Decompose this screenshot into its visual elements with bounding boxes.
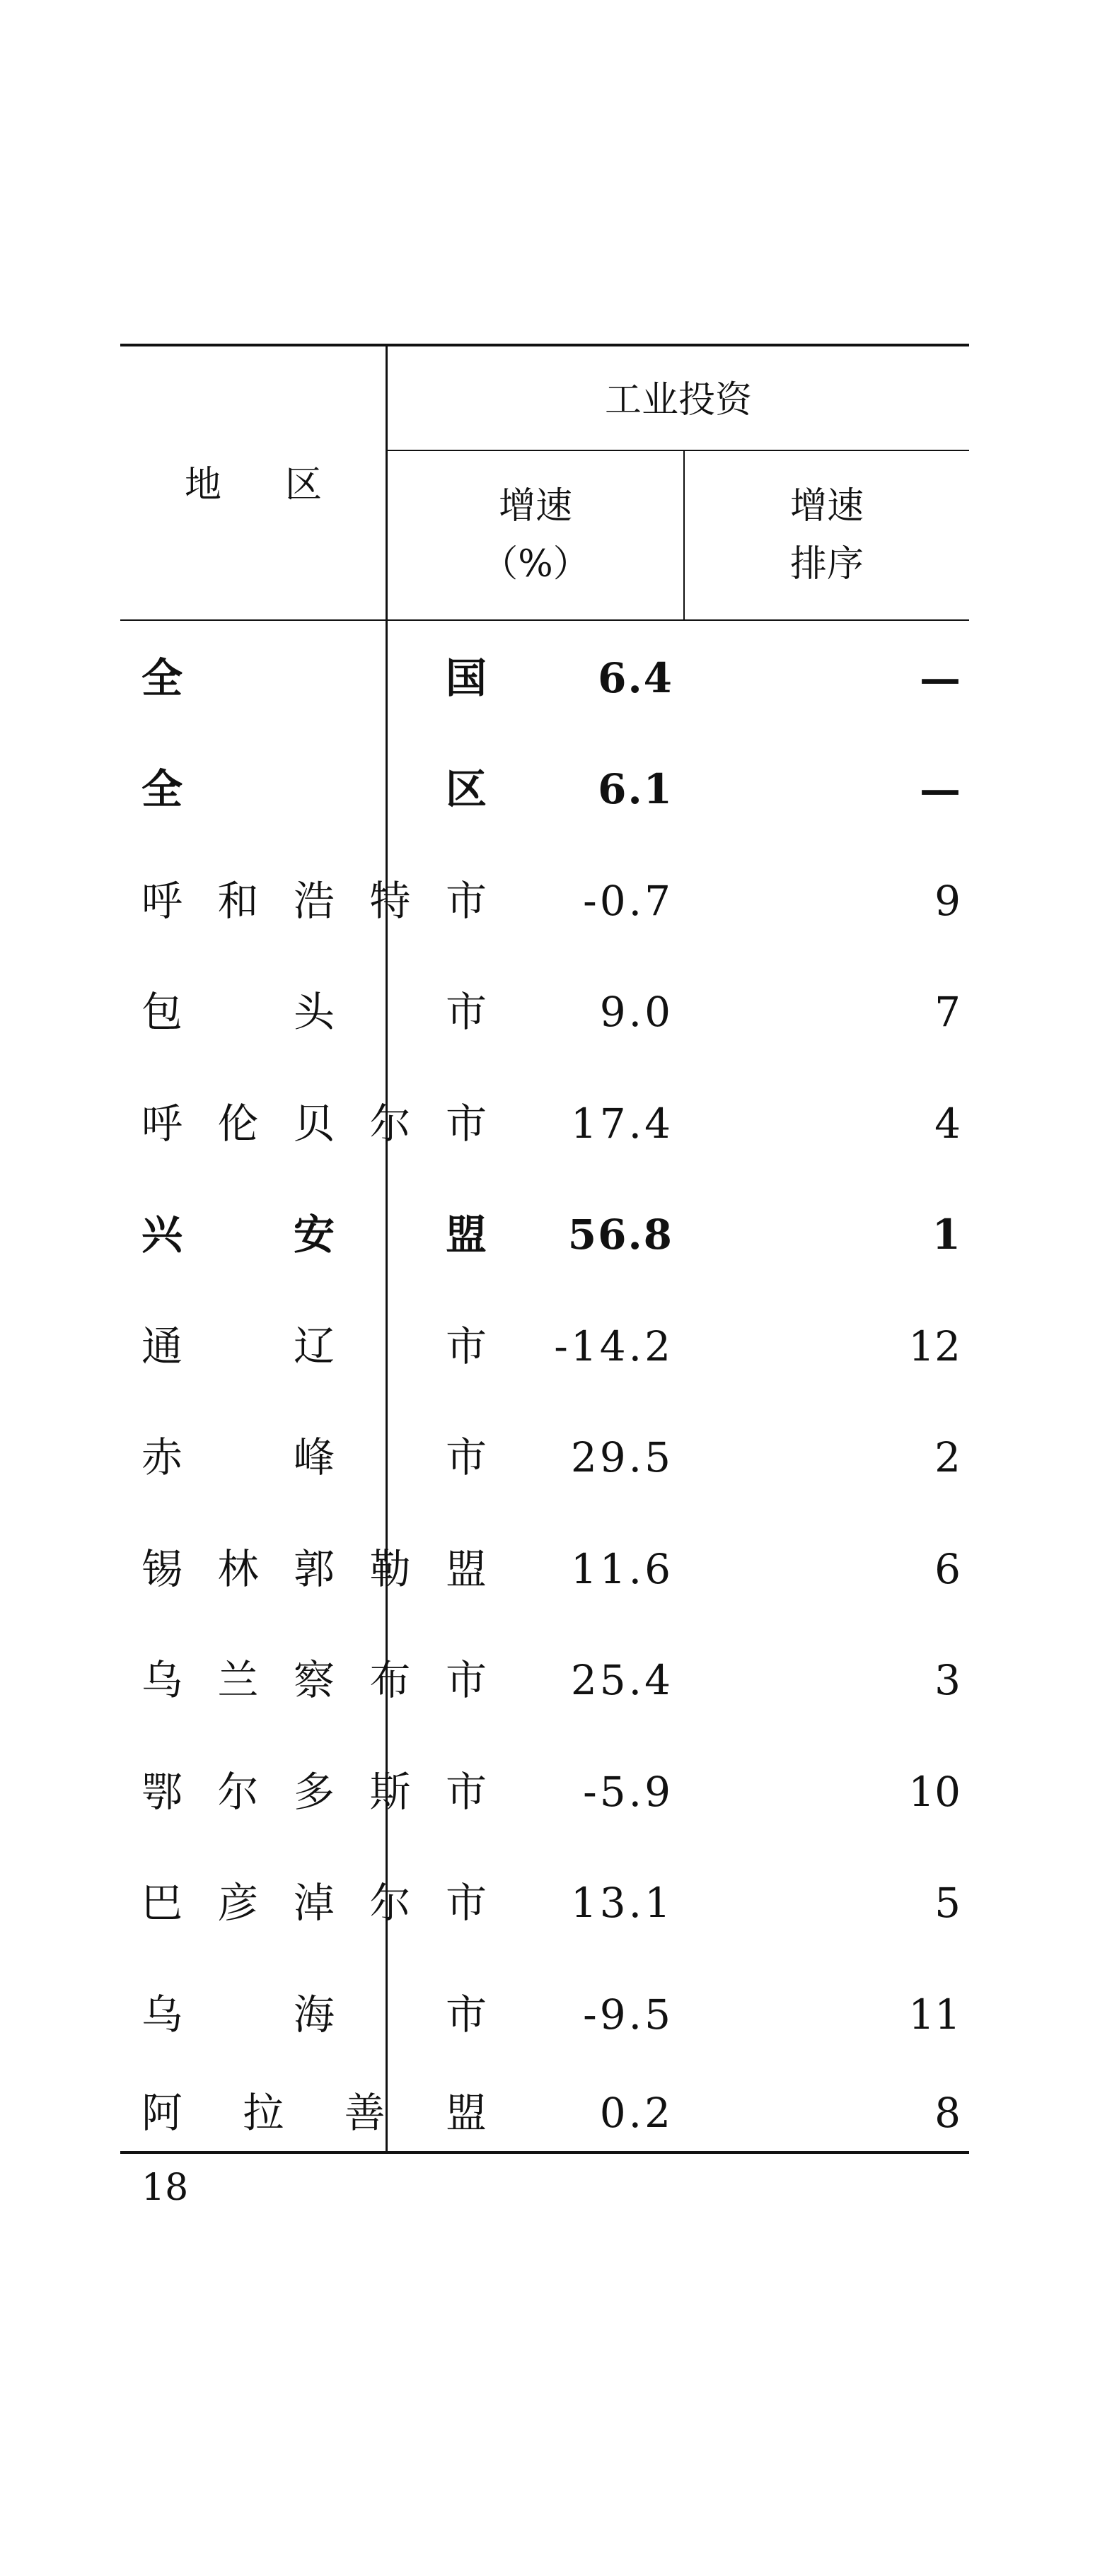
growth-rate-cell: -9.5 [583, 1990, 673, 2039]
header-region: 地区 [184, 464, 386, 506]
growth-rank-cell: 5 [934, 1879, 961, 1928]
region-name-cell: 鄂 尔 多 斯 市 [141, 1767, 487, 1816]
table-row [120, 957, 969, 1068]
table-body [120, 622, 969, 2155]
growth-rate-cell: 13.1 [570, 1879, 673, 1928]
table-row [120, 1959, 969, 2070]
region-name-cell: 赤 峰 市 [141, 1433, 487, 1482]
header-bottom-rule [120, 619, 969, 621]
growth-rate-cell: -0.7 [583, 876, 673, 925]
region-name-cell: 包 头 市 [141, 988, 487, 1037]
region-name-cell: 巴 彦 淖 尔 市 [141, 1879, 487, 1928]
table-row [120, 1848, 969, 1959]
region-name-cell: 阿 拉 善 盟 [141, 2088, 487, 2137]
header-growth-rate [388, 485, 683, 585]
table-row [120, 1625, 969, 1737]
growth-rate-cell: 6.1 [598, 765, 673, 814]
table-row [120, 2070, 969, 2155]
table-row [120, 1513, 969, 1625]
header-growth-rank-line1: 增速 [789, 485, 864, 528]
growth-rank-cell: — [920, 765, 961, 814]
growth-rate-cell: 17.4 [570, 1099, 673, 1148]
header-growth-rate-line1: 增速 [498, 485, 572, 528]
growth-rank-cell: 7 [934, 988, 961, 1037]
table-row [120, 1068, 969, 1179]
region-name-cell: 呼 和 浩 特 市 [141, 876, 487, 925]
growth-rank-cell: 8 [934, 2088, 961, 2137]
region-name-cell: 全 国 [141, 653, 487, 702]
header-growth-rank [685, 485, 969, 585]
region-name-cell: 兴 安 盟 [141, 1211, 487, 1259]
growth-rate-cell: 6.4 [598, 653, 673, 702]
growth-rate-cell: 9.0 [599, 988, 673, 1037]
group-header-rule [386, 450, 969, 451]
growth-rate-cell: -5.9 [583, 1767, 673, 1816]
table-row [120, 1736, 969, 1848]
growth-rate-cell: 11.6 [570, 1544, 673, 1593]
table-row [120, 845, 969, 957]
growth-rate-cell: -14.2 [554, 1322, 673, 1370]
header-industrial-investment: 工业投资 [604, 379, 752, 421]
growth-rank-cell: 10 [908, 1767, 961, 1816]
growth-rank-cell: 6 [934, 1544, 961, 1593]
region-name-cell: 通 辽 市 [141, 1322, 487, 1370]
region-name-cell: 乌 海 市 [141, 1990, 487, 2039]
growth-rank-cell: 9 [934, 876, 961, 925]
region-name-cell: 全 区 [141, 765, 487, 814]
header-growth-rank-line2: 排序 [789, 543, 864, 585]
growth-rank-cell: — [920, 653, 961, 702]
table-top-rule [120, 344, 969, 346]
growth-rate-cell: 29.5 [570, 1433, 673, 1482]
growth-rate-cell: 25.4 [570, 1656, 673, 1705]
region-name-cell: 呼 伦 贝 尔 市 [141, 1099, 487, 1148]
table-row [120, 1402, 969, 1514]
table-row [120, 1290, 969, 1402]
table-row [120, 1179, 969, 1291]
growth-rank-cell: 2 [934, 1433, 961, 1482]
growth-rank-cell: 12 [908, 1322, 961, 1370]
page-number: 18 [141, 2167, 189, 2209]
table-row [120, 734, 969, 846]
growth-rank-cell: 1 [932, 1211, 961, 1259]
growth-rank-cell: 3 [934, 1656, 961, 1705]
growth-rate-cell: 0.2 [599, 2088, 673, 2137]
region-name-cell: 乌 兰 察 布 市 [141, 1656, 487, 1705]
header-growth-rate-unit: （%） [481, 543, 590, 585]
growth-rank-cell: 11 [908, 1990, 961, 2039]
growth-rank-cell: 4 [934, 1099, 961, 1148]
growth-rate-cell: 56.8 [567, 1211, 673, 1259]
region-name-cell: 锡 林 郭 勒 盟 [141, 1544, 487, 1593]
table-row [120, 622, 969, 734]
